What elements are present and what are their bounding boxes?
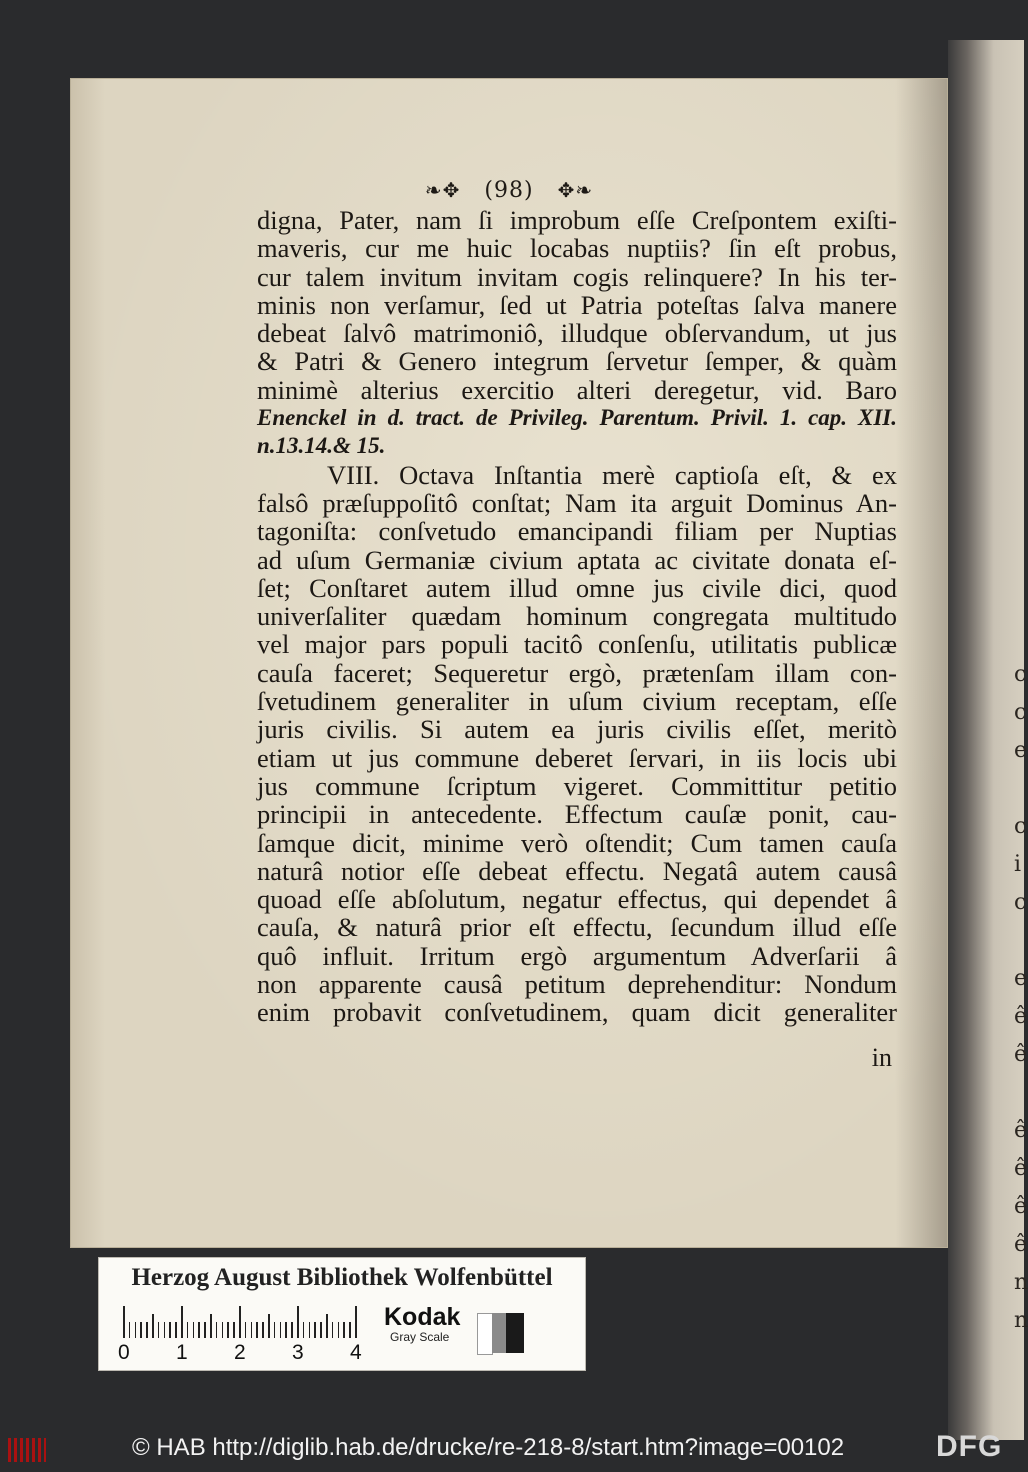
ruler-tick — [233, 1322, 235, 1338]
page-number: (98) — [484, 178, 534, 203]
hab-logo-icon — [8, 1438, 46, 1462]
scale-number: 3 — [292, 1341, 304, 1364]
ruler-tick — [210, 1314, 212, 1338]
text-line: & Patri & Genero integrum ſervetur ſemper, & quàm — [257, 346, 897, 377]
ruler-tick — [285, 1322, 287, 1338]
book-page — [70, 78, 948, 1248]
text-line: digna, Pater, nam ſi improbum eſſe Creſpontem exiſti- — [257, 205, 897, 235]
text-line: jus commune ſcriptum vigeret. Committitur petitio — [257, 770, 897, 801]
gray-scale-caption: Gray Scale — [390, 1330, 450, 1344]
text-line: quô influit. Irritum ergò argumentum Adverſarii â — [257, 940, 897, 971]
ruler-tick — [227, 1322, 229, 1338]
ruler-tick — [204, 1322, 206, 1338]
dfg-logo: DFG — [936, 1430, 1003, 1463]
catchword: in — [871, 1043, 892, 1072]
ruler-tick — [187, 1322, 189, 1338]
text-line: etiam ut jus commune deberet ſervari, in iis locis ubi — [257, 742, 897, 773]
measurement-ruler — [123, 1304, 363, 1338]
citation-line: Enenckel in d. tract. de Privileg. Parentum. Privil. 1. cap. XII. — [257, 405, 897, 431]
text-line: falsô præſuppoſitô conſtat; Nam ita arguit Dominus An- — [257, 487, 897, 518]
scale-number: 1 — [176, 1341, 188, 1364]
ruler-tick — [338, 1322, 340, 1338]
ruler-tick — [158, 1322, 160, 1338]
section-start-line: VIII. Octava Inſtantia merè captioſa eſt, & ex — [327, 459, 897, 490]
ruler-tick — [355, 1306, 357, 1338]
ruler-tick — [175, 1322, 177, 1338]
ruler-tick — [262, 1322, 264, 1338]
citation-line: n.13.14.& 15. — [257, 433, 386, 459]
page-text — [257, 206, 897, 1027]
ruler-tick — [326, 1314, 328, 1338]
ruler-tick — [222, 1322, 224, 1338]
gray-swatch-black — [506, 1313, 524, 1353]
text-line: principii in antecedente. Effectum cauſæ ponit, cau- — [257, 799, 897, 830]
text-line: ſet; Conſtaret autem illud omne jus civile dici, quod — [257, 572, 897, 603]
kodak-brand: Kodak — [384, 1303, 461, 1331]
text-line: debeat ſalvô matrimoniô, illudque obſervandum, ut jus — [257, 318, 897, 349]
text-line: vel major pars populi tacitô conſenſu, utilitatis publicæ — [257, 629, 897, 660]
ruler-tick — [164, 1322, 166, 1338]
ruler-tick — [291, 1322, 293, 1338]
ruler-tick — [297, 1306, 299, 1338]
ruler-tick — [152, 1314, 154, 1338]
ruler-tick — [239, 1306, 241, 1338]
ruler-tick — [343, 1322, 345, 1338]
text-line: ad uſum Germaniæ civium aptata ac civitate donata eſ- — [257, 544, 897, 575]
ruler-tick — [332, 1322, 334, 1338]
left-ornament-icon: ❧✥ — [424, 178, 461, 202]
ruler-tick — [181, 1306, 183, 1338]
text-line: cur talem invitum invitam cogis relinquere? In his ter- — [257, 261, 897, 292]
text-line: minis non verſamur, ſed ut Patria poteſtas ſalva manere — [257, 289, 897, 320]
ruler-tick — [245, 1322, 247, 1338]
scale-number: 4 — [350, 1341, 362, 1364]
text-line: maveris, cur me huic locabas nuptiis? ſin eſt probus, — [257, 233, 897, 264]
ruler-tick — [314, 1322, 316, 1338]
ruler-tick — [349, 1322, 351, 1338]
ruler-tick — [303, 1322, 305, 1338]
ruler-tick — [123, 1306, 125, 1338]
ruler-tick — [135, 1322, 137, 1338]
gray-swatch-mid — [492, 1313, 506, 1353]
adjacent-page-glyphs: c c e c i c e ê ê ê ê ê ê n n — [1014, 662, 1028, 1333]
ruler-tick — [216, 1322, 218, 1338]
footer-bar — [0, 1420, 1024, 1472]
ruler-tick — [274, 1322, 276, 1338]
ruler-tick — [140, 1322, 142, 1338]
text-line: enim probavit conſvetudinem, quam dicit generaliter — [257, 997, 897, 1028]
text-line: juris civilis. Si autem ea juris civilis eſſet, meritò — [257, 714, 897, 745]
ruler-tick — [268, 1314, 270, 1338]
text-line: cauſa, & naturâ prior eſt effectu, ſecundum illud eſſe — [257, 912, 897, 943]
text-line: minimè alterius exercitio alteri deregetur, vid. Baro — [257, 374, 897, 405]
gray-swatch-white — [477, 1313, 493, 1355]
scale-number: 0 — [118, 1341, 130, 1364]
right-ornament-icon: ✥❧ — [557, 178, 594, 202]
adjacent-page-edge — [948, 40, 1028, 1440]
text-line: tagoniſta: conſvetudo emancipandi filiam per Nuptias — [257, 516, 897, 547]
ruler-tick — [320, 1322, 322, 1338]
page-header — [70, 178, 948, 203]
ruler-tick — [129, 1322, 131, 1338]
ruler-tick — [193, 1322, 195, 1338]
text-line: quoad eſſe abſolutum, negatur effectus, qui dependet â — [257, 884, 897, 915]
text-line: cauſa faceret; Sequeretur ergò, prætenſam illam con- — [257, 657, 897, 688]
text-line: ſamque dicit, minime verò oſtendit; Cum tamen cauſa — [257, 827, 897, 858]
ruler-tick — [146, 1322, 148, 1338]
scale-number: 2 — [234, 1341, 246, 1364]
ruler-tick — [309, 1322, 311, 1338]
ruler-tick — [251, 1322, 253, 1338]
text-line: naturâ notior eſſe debeat effectu. Negatâ autem causâ — [257, 855, 897, 886]
copyright-url[interactable]: © HAB http://diglib.hab.de/drucke/re-218-8/start.htm?image=00102 — [132, 1434, 845, 1461]
text-line: non apparente causâ petitum deprehenditur: Nondum — [257, 969, 897, 1000]
ruler-tick — [198, 1322, 200, 1338]
library-scale-label — [98, 1257, 586, 1371]
ruler-tick — [169, 1322, 171, 1338]
ruler-tick — [256, 1322, 258, 1338]
text-line: ſvetudinem generaliter in uſum civium receptam, eſſe — [257, 686, 897, 717]
library-name: Herzog August Bibliothek Wolfenbüttel — [131, 1264, 553, 1291]
text-line: univerſaliter quædam hominum congregata multitudo — [257, 601, 897, 632]
ruler-tick — [280, 1322, 282, 1338]
